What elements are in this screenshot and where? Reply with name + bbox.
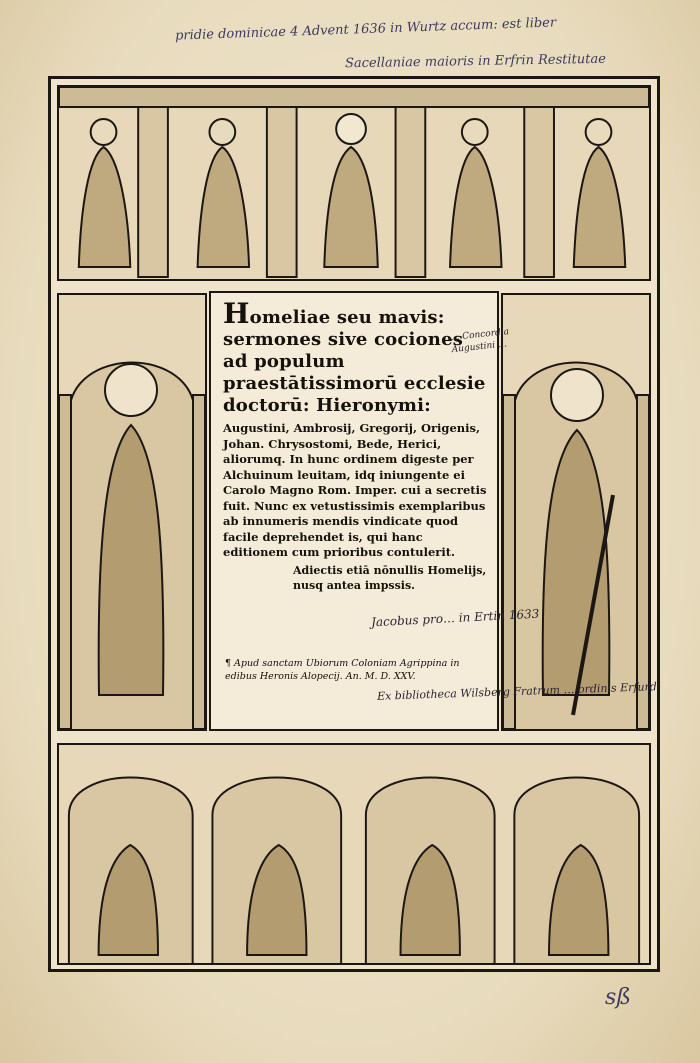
ownership-inscription-line-1: pridie dominicae 4 Advent 1636 in Wurtz accum: est liber — [174, 15, 557, 44]
title-panel — [209, 291, 658, 731]
shelfmark: sß — [605, 985, 631, 1010]
provenance-note-upper: Jacobus pro… in Ertin 1633 — [370, 606, 540, 630]
title-description: Augustini, Ambrosij, Gregorij, Origenis, Johan. Chrysostomi, Bede, Herici, aliorumq. In hunc ordinem digeste per Alchuinum leuitam, idq iniungente ei Carolo Magno Rom. Imper. cui a secretis fuit. Nunc ex vetustissimis exemplaribus ab innumeris mendis vindicate quod facile deprehendet is, qui hanc editionem cum prioribus contulerit. — [223, 421, 487, 559]
title-initial: H — [223, 297, 250, 330]
saints-frieze-illustration — [59, 87, 649, 279]
main-title-text: omeliae seu mavis: sermones sive cociones ad populum praestātissimorū ecclesie doctorū: Hieronymi: — [223, 307, 486, 416]
bottom-band-fathers — [57, 743, 651, 965]
church-fathers-illustration — [59, 745, 649, 963]
provenance-note-lower: Ex bibliotheca Wilsberg Fratrum … ordinis Erfurd — [376, 680, 658, 703]
title-additions: Adiectis etiā nōnullis Homelijs, nusq antea impssis. — [293, 563, 487, 592]
saint-peter-illustration — [59, 295, 205, 729]
main-title — [223, 297, 487, 417]
imprint-text: Apud sanctam Ubiorum Coloniam Agrippina in edibus Heronis Alopecij. An. M. D. XXV. — [225, 658, 460, 682]
imprint — [225, 657, 491, 683]
right-panel-saint — [501, 293, 651, 731]
saint-paul-illustration — [503, 295, 649, 729]
margin-annotation: … Concordia Augustini … — [450, 327, 510, 356]
ownership-inscription-line-2: Sacellaniae maioris in Erfrin Restitutae — [344, 51, 607, 72]
top-band-saints — [57, 85, 651, 281]
left-panel-saint — [57, 293, 207, 731]
woodcut-border — [48, 76, 660, 972]
pilcrow-icon: ¶ — [225, 658, 232, 669]
